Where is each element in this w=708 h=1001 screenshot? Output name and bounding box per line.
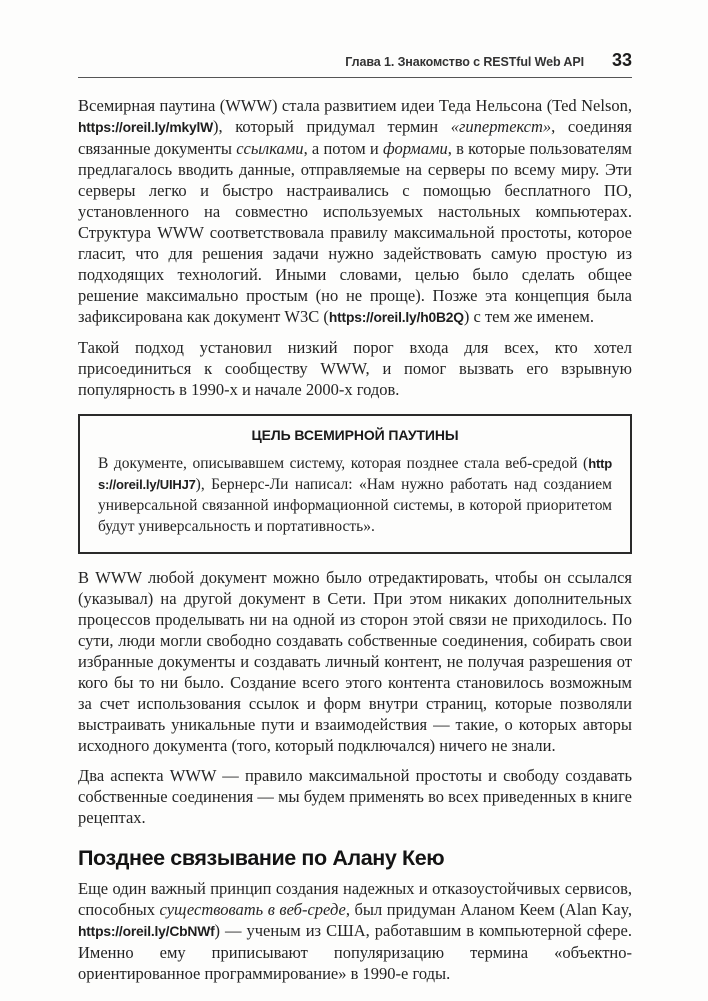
text-run: Такой подход установил низкий порог входа для всех, кто хотел присоединиться к сообществу WWW, и помог вызвать его взрывную популярность в 1990-х и начале 2000-х годов. — [78, 338, 632, 399]
text-run: , был придуман Аланом Кеем (Alan Kay, — [345, 900, 633, 919]
header-rule — [78, 77, 632, 78]
text-run: ) с тем же именем. — [463, 307, 594, 326]
text-run: Еще один важный принцип создания надежных и отказоустойчивых сервисов, способных — [78, 879, 632, 919]
page-body — [78, 95, 632, 984]
running-header — [78, 0, 632, 71]
paragraph-alan-kay — [78, 878, 632, 984]
paragraph-two-aspects — [78, 765, 632, 828]
emphasis-text: ссылками — [236, 139, 304, 158]
text-run: ) — ученым из США, работавшим в компьютерной сфере. Именно ему приписывают популяризацию термина «объектно-ориентированное программирование» в 1990-е годы. — [78, 921, 632, 983]
section-heading: Позднее связывание по Алану Кею — [78, 846, 445, 870]
printed-url: https://oreil.ly/CbNWf — [78, 923, 215, 939]
emphasis-text: «гипертекст» — [450, 117, 552, 136]
text-run: ), Бернерс-Ли написал: «Нам нужно работать над созданием универсальной связанной информационной системы, в которой приоритетом будут универсальность и портативность». — [98, 476, 612, 535]
emphasis-text: существовать в веб-среде — [159, 900, 346, 919]
text-run: ), который придумал термин — [213, 117, 451, 136]
paragraph-document-editing — [78, 567, 632, 756]
callout-title: ЦЕЛЬ ВСЕМИРНОЙ ПАУТИНЫ — [251, 427, 459, 443]
text-run: , соединяя связанные документы — [78, 117, 632, 158]
text-run: Всемирная паутина (WWW) стала развитием идеи Теда Нельсона (Ted Nelson, — [78, 96, 632, 115]
text-run: , а потом и — [303, 139, 383, 158]
printed-url: https://oreil.ly/mkylW — [78, 119, 213, 135]
text-run: , в которые пользователям предлагалось вводить данные, отправляемые на серверы по всему миру. Эти серверы легко и быстро настраивались с помощью бесплатного ПО, установленного на совместно используемых настольных компьютерах. Структура WWW соответствовала правилу максимальной простоты, которое гласит, что для решения задачи нужно задействовать самую простую из подходящих технологий. Иными словами, целью было сделать общее решение максимально простым (но не проще). Позже эта концепция была зафиксирована как документ W3C ( — [78, 139, 633, 326]
callout-body — [98, 453, 612, 537]
text-run: В WWW любой документ можно было отредактировать, чтобы он ссылался (указывал) на другой документ в Сети. При этом никаких дополнительных процессов проделывать ни на одной из сторон этой связи не приходилось. По сути, люди могли свободно создавать собственные соединения, собирать свои избранные документы и создавать личный контент, не получая разрешения от кого бы то ни было. Создание всего этого контента становилось возможным за счет использования ссылок и форм внутри страниц, которые позволяли выстраивать уникальные пути и взаимодействия — такие, о которых авторы исходного документа (того, который подключался) ничего не знали. — [78, 568, 632, 755]
paragraph-www-origin — [78, 95, 632, 328]
page-number: 33 — [611, 50, 632, 70]
text-run: Два аспекта WWW — правило максимальной простоты и свободу создавать собственные соединения — мы будем применять во всех приведенных в книге рецептах. — [78, 766, 632, 827]
printed-url: https://oreil.ly/UIHJ7 — [98, 456, 612, 492]
chapter-running-head: Глава 1. Знакомство с RESTful Web API — [345, 55, 584, 69]
printed-url: https://oreil.ly/h0B2Q — [328, 309, 464, 325]
text-run: В документе, описывавшем систему, которая позднее стала веб-средой ( — [98, 455, 589, 472]
paragraph-low-entry-barrier — [78, 337, 632, 400]
emphasis-text: формами — [382, 139, 448, 158]
callout-box — [78, 414, 632, 554]
